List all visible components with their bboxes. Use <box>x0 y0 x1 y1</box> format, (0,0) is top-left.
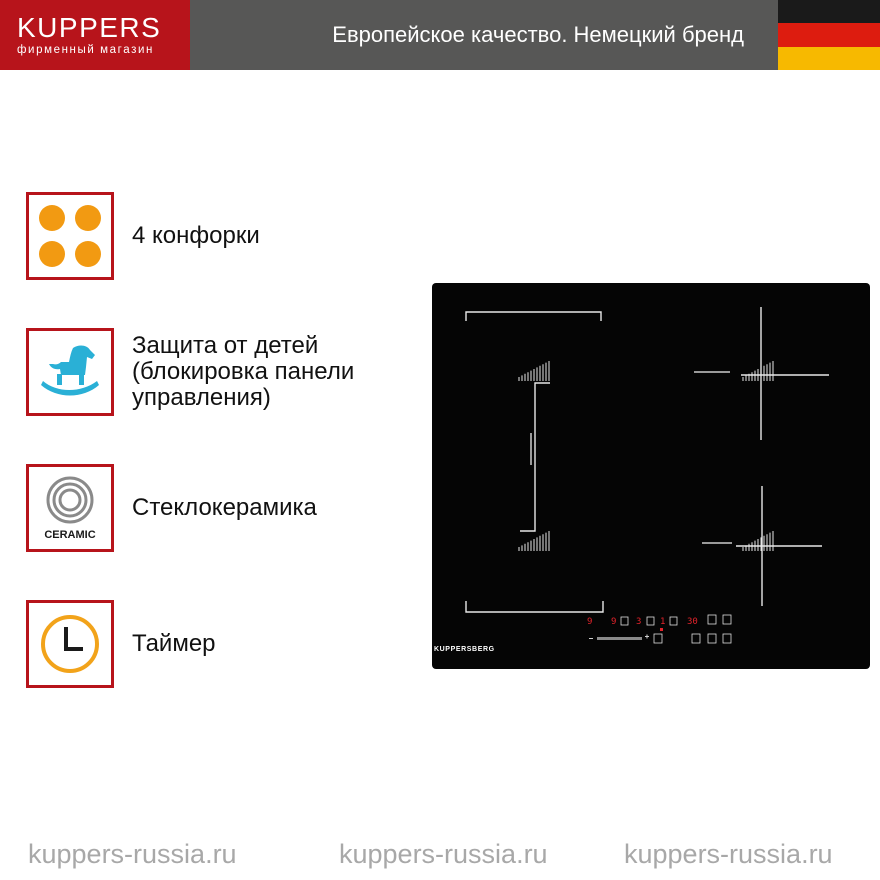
flag-stripe-gold <box>778 47 880 70</box>
feature-icon-box <box>26 192 114 280</box>
feature-label: Стеклокерамика <box>132 494 317 521</box>
watermark: kuppers-russia.ru <box>339 839 548 869</box>
tagline-bar <box>190 0 778 70</box>
cooktop-display-digit: 3 <box>636 617 642 627</box>
four-burners-icon <box>29 195 111 277</box>
cooktop-display-digit: 9 <box>611 617 617 627</box>
timer-icon <box>29 603 111 685</box>
feature-burners <box>26 192 260 280</box>
cooktop-display-digit: 9 <box>587 617 593 627</box>
cooktop-display-digit: 30 <box>687 617 698 627</box>
feature-ceramic <box>26 464 317 552</box>
feature-icon-box <box>26 464 114 552</box>
ceramic-icon <box>29 467 111 549</box>
footer-watermarks <box>0 836 880 872</box>
feature-label: Таймер <box>132 630 216 657</box>
rocking-horse-icon <box>29 331 111 413</box>
flag-stripe-red <box>778 23 880 46</box>
cooktop-surface <box>432 283 870 669</box>
cooktop-brand: KUPPERSBERG <box>434 646 495 653</box>
feature-label: 4 конфорки <box>132 222 260 249</box>
cooktop-image <box>432 283 870 669</box>
feature-label: Защита от детей (блокировка панели управления) <box>132 332 355 411</box>
cooktop-display-digit: 1 <box>660 617 666 627</box>
watermark: kuppers-russia.ru <box>28 839 237 869</box>
ceramic-icon-text: CERAMIC <box>44 529 96 541</box>
feature-icon-box <box>26 328 114 416</box>
watermark: kuppers-russia.ru <box>624 839 833 869</box>
feature-timer <box>26 600 216 688</box>
brand-name: KUPPERS <box>17 12 162 43</box>
feature-icon-box <box>26 600 114 688</box>
tagline: Европейское качество. Немецкий бренд <box>332 22 744 47</box>
german-flag-icon <box>778 0 880 70</box>
brand-logo[interactable] <box>0 0 190 70</box>
flag-stripe-black <box>778 0 880 23</box>
feature-child-lock <box>26 328 392 416</box>
brand-subtitle: фирменный магазин <box>17 44 154 56</box>
header <box>0 0 880 70</box>
